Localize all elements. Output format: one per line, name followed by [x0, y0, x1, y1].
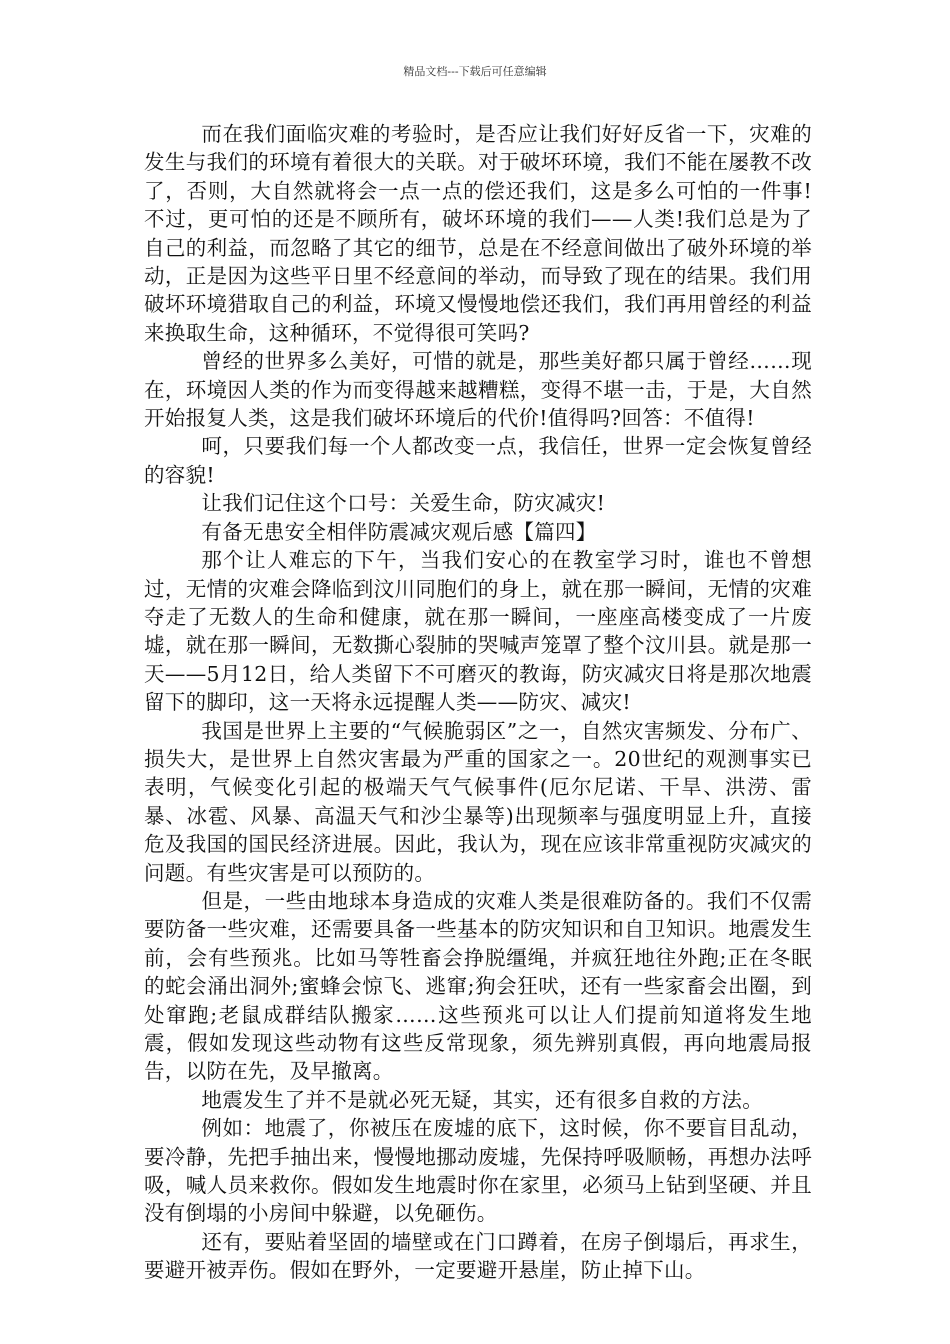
paragraph-past-world: 曾经的世界多么美好，可惜的就是，那些美好都只属于曾经……现在，环境因人类的作为而变得越来越糟糕，变得不堪一击，于是，大自然开始报复人类，这是我们破坏环境后的代价!值得吗?回答：不值得!: [144, 349, 812, 431]
paragraph-example: 例如：地震了，你被压在废墟的底下，这时候，你不要盲目乱动，要冷静，先把手抽出来，慢慢地挪动废墟，先保持呼吸顺畅，再想办法呼吸，喊人员来救你。假如发生地震时你在家里，必须马上钻到坚硬、并且没有倒塌的小房间中躲避，以免砸伤。: [144, 1116, 812, 1226]
paragraph-reflection: 而在我们面临灾难的考验时，是否应让我们好好反省一下，灾难的发生与我们的环境有着很大的关联。对于破坏环境，我们不能在屡教不改了，否则，大自然就将会一点一点的偿还我们，这是多么可怕的一件事!不过，更可怕的还是不顾所有，破坏环境的我们——人类!我们总是为了自己的利益，而忽略了其它的细节，总是在不经意间做出了破外环境的举动，正是因为这些平日里不经意间的举动，而导致了现在的结果。我们用破坏环境猎取自己的利益，环境又慢慢地偿还我们，我们再用曾经的利益来换取生命，这种循环，不觉得很可笑吗?: [144, 122, 812, 345]
paragraph-tips: 还有，要贴着坚固的墙壁或在门口蹲着，在房子倒塌后，再求生，要避开被弄伤。假如在野外，一定要避开悬崖，防止掉下山。: [144, 1229, 812, 1283]
paragraph-climate: 我国是世界上主要的“气候脆弱区”之一，自然灾害频发、分布广、损失大，是世界上自然灾害最为严重的国家之一。20世纪的观测事实已表明，气候变化引起的极端天气气候事件(厄尔尼诺、干旱、洪涝、雷暴、冰雹、风暴、高温天气和沙尘暴等)出现频率与强度明显上升，直接危及我国的国民经济进展。因此，我认为，现在应该非常重视防灾减灾的问题。有些灾害是可以预防的。: [144, 718, 812, 885]
section-heading: 有备无患安全相伴防震减灾观后感【篇四】: [201, 519, 597, 544]
page-header: 精品文档---下载后可任意编辑: [403, 65, 547, 78]
paragraph-earthquake-signs: 但是，一些由地球本身造成的灾难人类是很难防备的。我们不仅需要防备一些灾难，还需要具备一些基本的防灾知识和自卫知识。地震发生前，会有些预兆。比如马等牲畜会挣脱缰绳，并疯狂地往外跑;正在冬眠的蛇会涌出洞外;蜜蜂会惊飞、逃窜;狗会狂吠，还有一些家畜会出圈，到处窜跑;老鼠成群结队搬家……这些预兆可以让人们提前知道将发生地震，假如发现这些动物有这些反常现象，须先辨别真假，再向地震局报告，以防在先，及早撤离。: [144, 888, 812, 1084]
paragraph-change: 呵，只要我们每一个人都改变一点，我信任，世界一定会恢复曾经的容貌!: [144, 434, 812, 487]
paragraph-wenchuan: 那个让人难忘的下午，当我们安心的在教室学习时，谁也不曾想过，无情的灾难会降临到汶川同胞们的身上，就在那一瞬间，无情的灾难夺走了无数人的生命和健康，就在那一瞬间，一座座高楼变成了一片废墟，就在那一瞬间，无数撕心裂肺的哭喊声笼罩了整个汶川县。就是那一天——5月12日，给人类留下不可磨灭的教诲，防灾减灾日将是那次地震留下的脚印，这一天将永远提醒人类——防灾、减灾!: [144, 548, 812, 715]
document-body: [144, 120, 812, 1285]
paragraph-slogan: 让我们记住这个口号：关爱生命，防灾减灾!: [201, 491, 606, 516]
paragraph-self-rescue: 地震发生了并不是就必死无疑，其实，还有很多自救的方法。: [201, 1087, 763, 1112]
